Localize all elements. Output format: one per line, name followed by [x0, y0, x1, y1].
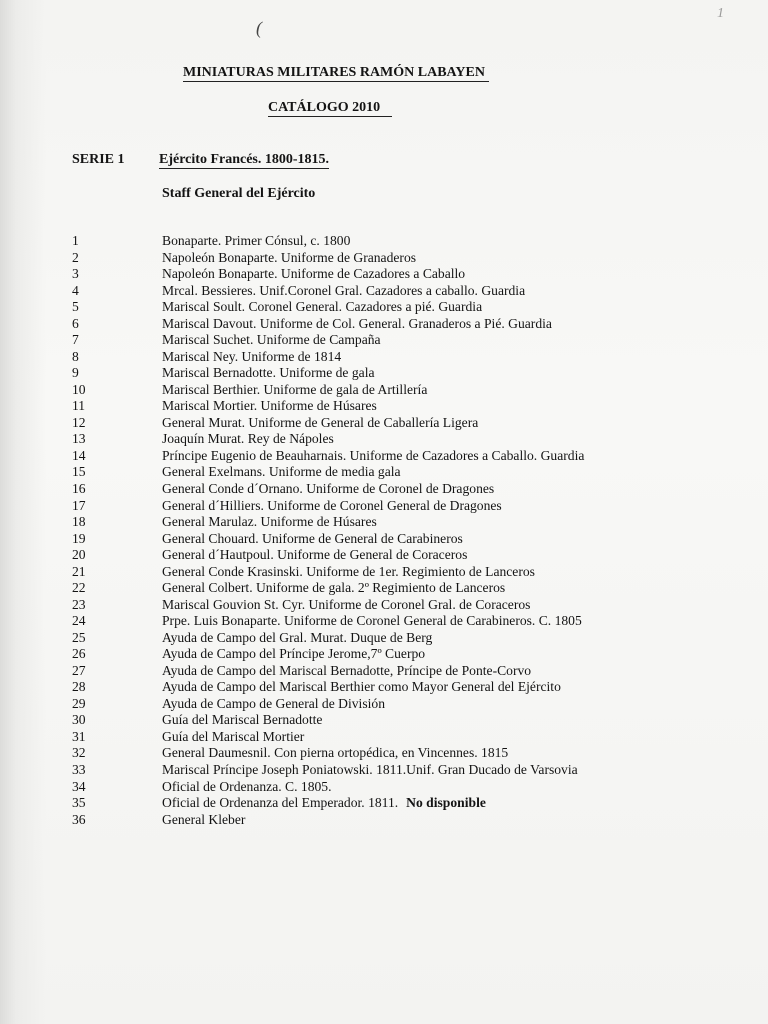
- entry-description: [162, 712, 322, 729]
- entry-description-text: Mrcal. Bessieres. Unif.Coronel Gral. Cazadores a caballo. Guardia: [162, 282, 526, 298]
- entry-number: 12: [72, 414, 86, 430]
- entry-description-text: Mariscal Mortier. Uniforme de Húsares: [162, 398, 377, 414]
- entry-description: [162, 415, 478, 432]
- catalog-entry: [0, 762, 768, 779]
- entry-number: 21: [72, 563, 86, 579]
- catalog-subtitle: CATÁLOGO 2010: [268, 99, 392, 117]
- entry-number: 5: [72, 299, 79, 315]
- entry-number: 25: [72, 629, 86, 645]
- catalog-entry: [0, 729, 768, 746]
- entry-description: [162, 613, 582, 630]
- entry-description-text: Mariscal Príncipe Joseph Poniatowski. 1811.Unif. Gran Ducado de Varsovia: [162, 762, 578, 777]
- entry-description: [162, 464, 401, 481]
- entry-description: [162, 580, 505, 597]
- catalog-entry: [0, 382, 768, 399]
- entry-description: [162, 266, 465, 283]
- entry-description-text: Ayuda de Campo del Príncipe Jerome,7º Cuerpo: [162, 646, 426, 662]
- entry-description: [162, 564, 535, 581]
- entry-description-text: General Marulaz. Uniforme de Húsares: [162, 514, 377, 530]
- catalog-entry: [0, 266, 768, 283]
- entry-description-text: General Conde d´Ornano. Uniforme de Coronel de Dragones: [162, 480, 495, 496]
- catalog-entry: [0, 630, 768, 647]
- entry-description-text: Guía del Mariscal Mortier: [162, 728, 305, 744]
- entry-number: 15: [72, 464, 86, 480]
- entry-description-text: General d´Hautpoul. Uniforme de General de Coraceros: [162, 547, 468, 563]
- entry-number: 9: [72, 365, 79, 381]
- entry-number: 34: [72, 778, 86, 794]
- entry-number: 2: [72, 249, 79, 265]
- entry-description-text: Prpe. Luis Bonaparte. Uniforme de Coronel General de Carabineros. C. 1805: [162, 613, 582, 629]
- catalog-entry: [0, 233, 768, 250]
- entry-number: 13: [72, 431, 86, 447]
- entry-description: [162, 382, 427, 399]
- entry-description-text: General Chouard. Uniforme de General de Carabineros: [162, 530, 463, 546]
- entry-number: 19: [72, 530, 86, 546]
- catalog-entry: [0, 316, 768, 333]
- catalog-entry: [0, 613, 768, 630]
- entry-number: 7: [72, 332, 79, 348]
- entry-description: [162, 316, 552, 333]
- entry-description-text: Napoleón Bonaparte. Uniforme de Granaderos: [162, 249, 417, 265]
- entry-description: [162, 365, 375, 382]
- catalog-entry: [0, 812, 768, 829]
- catalog-entry: [0, 679, 768, 696]
- entry-description: [162, 630, 432, 647]
- entry-description: [162, 531, 463, 548]
- entry-number: 31: [72, 728, 86, 744]
- entry-description: [162, 481, 494, 498]
- entry-number: 11: [72, 398, 86, 414]
- entry-description-text: General Exelmans. Uniforme de media gala: [162, 464, 401, 480]
- entry-description-text: Mariscal Gouvion St. Cyr. Uniforme de Coronel Gral. de Coraceros: [162, 596, 531, 612]
- entry-description-text: Mariscal Bernadotte. Uniforme de gala: [162, 365, 375, 381]
- catalog-entry: [0, 464, 768, 481]
- entry-description-text: Mariscal Davout. Uniforme de Col. General. Granaderos a Pié. Guardia: [162, 315, 552, 331]
- serie-title: Ejército Francés. 1800-1815.: [159, 152, 330, 167]
- entry-description: [162, 762, 578, 779]
- entry-description: [162, 795, 486, 812]
- catalog-entry: [0, 580, 768, 597]
- entry-description: [162, 779, 331, 796]
- catalog-entry: [0, 365, 768, 382]
- entry-description: [162, 332, 381, 349]
- entry-number: 8: [72, 348, 79, 364]
- serie-label: SERIE 1: [72, 152, 125, 167]
- entry-description: [162, 498, 502, 515]
- entry-description-text: Ayuda de Campo del Mariscal Berthier como Mayor General del Ejército: [162, 679, 561, 695]
- entry-number: 29: [72, 695, 86, 711]
- catalog-entry: [0, 448, 768, 465]
- catalog-entry: [0, 332, 768, 349]
- catalog-entry: [0, 431, 768, 448]
- entry-description: [162, 233, 350, 250]
- catalog-entry: [0, 398, 768, 415]
- entry-description: [162, 349, 341, 366]
- catalog-entry: [0, 250, 768, 267]
- entry-number: 10: [72, 381, 86, 397]
- entry-number: 3: [72, 266, 79, 282]
- entry-description: [162, 250, 416, 267]
- entry-description-text: General Murat. Uniforme de General de Caballería Ligera: [162, 414, 479, 430]
- catalog-entry: [0, 531, 768, 548]
- entry-description-text: Guía del Mariscal Bernadotte: [162, 712, 323, 728]
- entry-number: 35: [72, 795, 86, 811]
- catalog-entry: [0, 498, 768, 515]
- catalog-entry: [0, 663, 768, 680]
- entry-description-text: General d´Hilliers. Uniforme de Coronel General de Dragones: [162, 497, 502, 513]
- entry-number: 28: [72, 679, 86, 695]
- entry-description: [162, 745, 508, 762]
- entry-number: 23: [72, 596, 86, 612]
- catalog-entry: [0, 745, 768, 762]
- entry-description: [162, 431, 334, 448]
- entry-description: [162, 597, 530, 614]
- entry-number: 24: [72, 613, 86, 629]
- page-number: 1: [717, 6, 724, 21]
- entry-number: 22: [72, 580, 86, 596]
- entry-number: 26: [72, 646, 86, 662]
- section-heading: Staff General del Ejército: [162, 186, 316, 201]
- entry-description-text: General Conde Krasinski. Uniforme de 1er. Regimiento de Lanceros: [162, 563, 535, 579]
- entry-number: 6: [72, 315, 79, 331]
- entry-description-text: Oficial de Ordenanza del Emperador. 1811.: [162, 795, 399, 811]
- entry-description-text: General Daumesnil. Con pierna ortopédica, en Vincennes. 1815: [162, 745, 509, 761]
- catalog-entry: [0, 299, 768, 316]
- entry-description: [162, 696, 385, 713]
- catalog-entry: [0, 597, 768, 614]
- entry-description-text: Ayuda de Campo de General de División: [162, 695, 385, 711]
- entry-description-text: Mariscal Ney. Uniforme de 1814: [162, 348, 342, 364]
- entry-description-text: Mariscal Suchet. Uniforme de Campaña: [162, 332, 381, 348]
- pen-mark: (: [256, 18, 262, 38]
- entry-number: 17: [72, 497, 86, 513]
- entry-description-text: Mariscal Soult. Coronel General. Cazadores a pié. Guardia: [162, 299, 483, 315]
- entry-number: 33: [72, 762, 86, 777]
- entry-description-text: Ayuda de Campo del Mariscal Bernadotte, Príncipe de Ponte-Corvo: [162, 662, 532, 678]
- entry-description: [162, 299, 482, 316]
- entry-description-text: Mariscal Berthier. Uniforme de gala de Artillería: [162, 381, 428, 397]
- catalog-entry: [0, 349, 768, 366]
- availability-note: No disponible: [406, 795, 486, 811]
- entry-description: [162, 812, 245, 829]
- entry-description: [162, 398, 377, 415]
- entry-number: 1: [72, 233, 79, 248]
- catalog-entry: [0, 696, 768, 713]
- catalog-entry: [0, 415, 768, 432]
- entry-description-text: Ayuda de Campo del Gral. Murat. Duque de Berg: [162, 629, 433, 645]
- entry-description: [162, 679, 561, 696]
- entry-description-text: Napoleón Bonaparte. Uniforme de Cazadores a Caballo: [162, 266, 466, 282]
- catalog-entry: [0, 283, 768, 300]
- entry-number: 30: [72, 712, 86, 728]
- entry-description: [162, 663, 531, 680]
- entry-number: 16: [72, 480, 86, 496]
- catalog-entry: [0, 712, 768, 729]
- catalog-entry: [0, 646, 768, 663]
- catalog-title: MINIATURAS MILITARES RAMÓN LABAYEN: [183, 64, 489, 82]
- entry-number: 27: [72, 662, 86, 678]
- entry-description-text: Oficial de Ordenanza. C. 1805.: [162, 778, 332, 794]
- catalog-entry: [0, 514, 768, 531]
- entry-number: 36: [72, 811, 86, 827]
- catalog-entry: [0, 547, 768, 564]
- entry-number: 20: [72, 547, 86, 563]
- entry-description: [162, 448, 584, 465]
- entry-number: 18: [72, 514, 86, 530]
- catalog-entry: [0, 779, 768, 796]
- catalog-entry: [0, 564, 768, 581]
- entry-description-text: Bonaparte. Primer Cónsul, c. 1800: [162, 233, 351, 248]
- entry-number: 4: [72, 282, 79, 298]
- entry-description-text: General Colbert. Uniforme de gala. 2º Regimiento de Lanceros: [162, 580, 506, 596]
- entry-number: 14: [72, 447, 86, 463]
- catalog-entry: [0, 795, 768, 812]
- entry-description-text: Príncipe Eugenio de Beauharnais. Uniforme de Cazadores a Caballo. Guardia: [162, 447, 585, 463]
- entry-description: [162, 729, 304, 746]
- entry-description-text: General Kleber: [162, 811, 246, 827]
- entry-description-text: Joaquín Murat. Rey de Nápoles: [162, 431, 334, 447]
- catalog-entry-list: [0, 233, 768, 828]
- catalog-entry: [0, 481, 768, 498]
- entry-description: [162, 547, 467, 564]
- entry-description: [162, 514, 377, 531]
- entry-number: 32: [72, 745, 86, 761]
- entry-description: [162, 283, 525, 300]
- entry-description: [162, 646, 425, 663]
